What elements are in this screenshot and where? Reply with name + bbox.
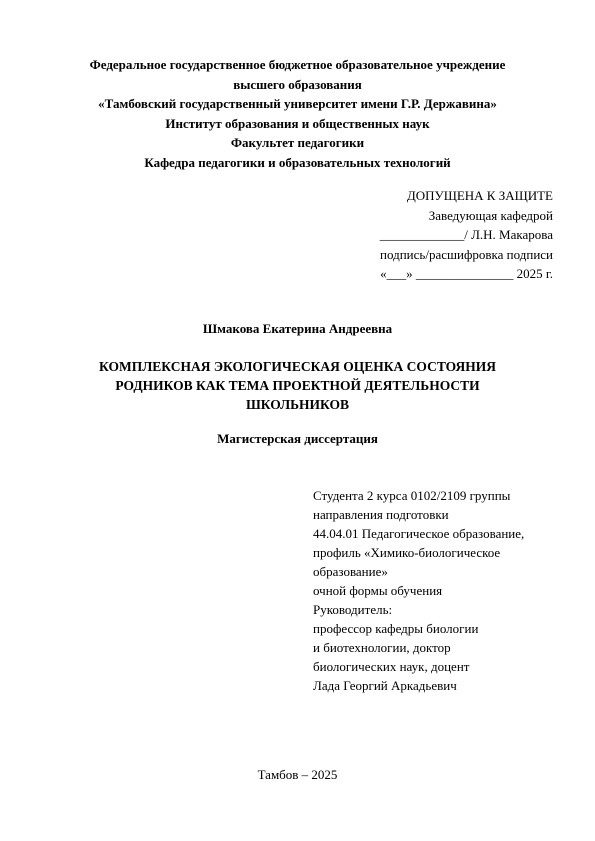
header-line-department: Кафедра педагогики и образовательных технологий bbox=[144, 154, 451, 170]
work-type: Магистерская диссертация bbox=[217, 431, 378, 446]
supervisor-label: Руководитель: bbox=[313, 602, 393, 617]
approval-date-line: «___» _______________ 2025 г. bbox=[380, 266, 553, 281]
header-line-university: «Тамбовский государственный университет имени Г.Р. Державина» bbox=[98, 96, 497, 111]
author-name: Шмакова Екатерина Андреевна bbox=[202, 321, 393, 336]
approval-signature-line: _____________/ Л.Н. Макарова bbox=[379, 227, 553, 242]
supervisor-name: Лада Георгий Аркадьевич bbox=[313, 678, 457, 693]
institution-header bbox=[40, 55, 555, 172]
student-info-line: очной формы обучения bbox=[313, 583, 443, 598]
supervisor-info-line: профессор кафедры биологии bbox=[313, 621, 479, 636]
thesis-title-line: РОДНИКОВ КАК ТЕМА ПРОЕКТНОЙ ДЕЯТЕЛЬНОСТИ bbox=[115, 378, 480, 393]
supervisor-info-line: биологических наук, доцент bbox=[313, 659, 470, 674]
header-line-institute: Институт образования и общественных наук bbox=[165, 115, 430, 131]
thesis-title-line: ШКОЛЬНИКОВ bbox=[245, 397, 350, 412]
approval-signature-caption: подпись/расшифровка подписи bbox=[380, 246, 553, 262]
thesis-title bbox=[40, 357, 555, 414]
header-line-education-level: высшего образования bbox=[233, 76, 362, 92]
approval-head-of-department: Заведующая кафедрой bbox=[428, 207, 553, 223]
student-info-line: направления подготовки bbox=[313, 507, 449, 522]
student-info-line: 44.04.01 Педагогическое образование, bbox=[313, 526, 525, 541]
supervisor-info-line: и биотехнологии, доктор bbox=[313, 640, 451, 655]
student-info-line: профиль «Химико-биологическое bbox=[313, 545, 501, 560]
student-info-line: образование» bbox=[313, 564, 388, 579]
approval-heading: ДОПУЩЕНА К ЗАЩИТЕ bbox=[406, 188, 553, 203]
header-line-org-type: Федеральное государственное бюджетное образовательное учреждение bbox=[89, 57, 506, 72]
thesis-title-line: КОМПЛЕКСНАЯ ЭКОЛОГИЧЕСКАЯ ОЦЕНКА СОСТОЯНИЯ bbox=[99, 359, 496, 374]
city-year: Тамбов – 2025 bbox=[257, 767, 338, 782]
student-info-line: Студента 2 курса 0102/2109 группы bbox=[313, 488, 511, 503]
approval-block bbox=[380, 186, 553, 284]
student-info-block bbox=[313, 486, 573, 695]
header-line-faculty: Факультет педагогики bbox=[230, 135, 365, 150]
